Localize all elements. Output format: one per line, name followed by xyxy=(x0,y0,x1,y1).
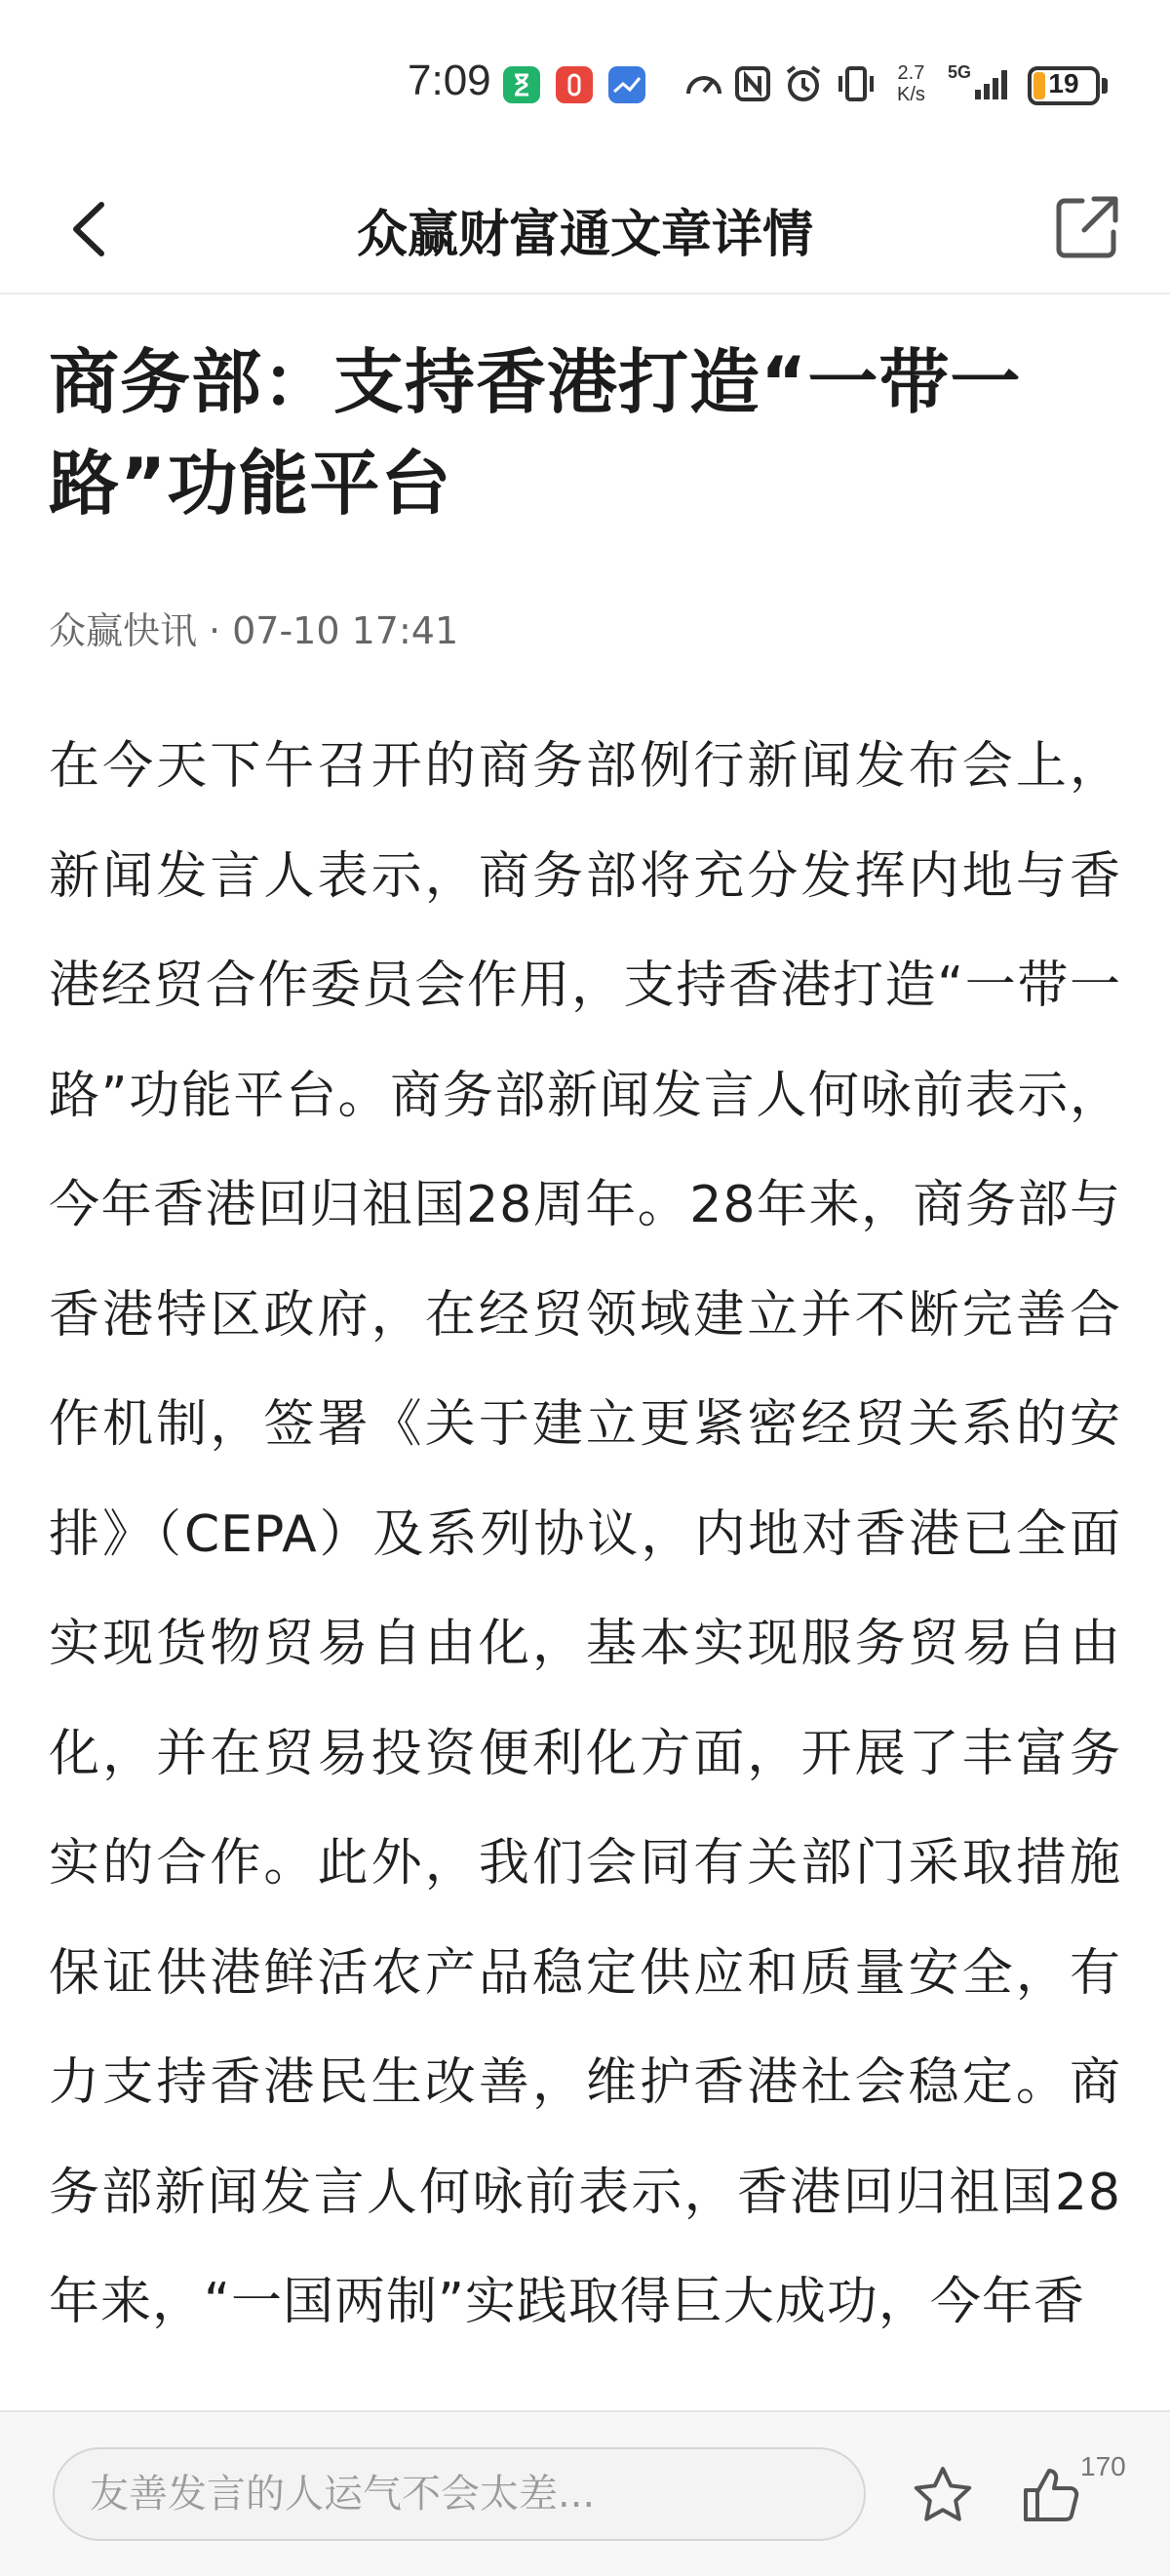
article-title: 商务部：支持香港打造“一带一路”功能平台 xyxy=(49,341,1022,525)
battery-level: 19 xyxy=(1048,68,1079,98)
app-header xyxy=(0,166,1170,294)
network-type: 5G xyxy=(948,62,972,82)
hourglass-app-icon xyxy=(503,66,540,103)
notification-app-icon xyxy=(556,66,593,103)
article-meta xyxy=(49,601,458,654)
article-time: 07-10 17:41 xyxy=(232,609,459,652)
like-count: 170 xyxy=(1080,2451,1126,2481)
map-app-icon xyxy=(608,66,645,103)
status-time: 7:09 xyxy=(408,57,491,104)
share-external-icon xyxy=(1049,189,1125,265)
nfc-icon xyxy=(733,62,772,105)
net-speed-unit: K/s xyxy=(897,84,925,105)
bottom-action-bar xyxy=(0,2410,1170,2576)
speedometer-icon xyxy=(682,62,725,105)
favorite-button[interactable] xyxy=(909,2461,977,2529)
article-source[interactable]: 众赢快讯 xyxy=(49,609,198,652)
status-bar xyxy=(0,0,1170,166)
vibrate-icon xyxy=(835,62,878,105)
network-speed xyxy=(897,62,925,105)
signal-icon xyxy=(948,62,1016,105)
article-body: 在今天下午召开的商务部例行新闻发布会上，新闻发言人表示，商务部将充分发挥内地与香港经贸合作委员会作用，支持香港打造“一带一路”功能平台。商务部新闻发言人何咏前表示，今年香港回归祖国28周年。28年来，商务部与香港特区政府，在经贸领域建立并不断完善合作机制，签署《关于建立更紧密经贸关系的安排》（CEPA）及系列协议，内地对香港已全面实现货物贸易自由化，基本实现服务贸易自由化，并在贸易投资便利化方面，开展了丰富务实的合作。此外，我们会同有关部门采取措施保证供港鲜活农产品稳定供应和质量安全，有力支持香港民生改善，维护香港社会稳定。商务部新闻发言人何咏前表示，香港回归祖国28年来，“一国两制”实践取得巨大成功，今年香 xyxy=(49,737,1121,2331)
thumbs-up-icon xyxy=(1016,2461,1084,2529)
alarm-icon xyxy=(782,62,825,105)
comment-input[interactable]: 友善发言的人运气不会太差... xyxy=(53,2447,866,2541)
battery-icon xyxy=(1028,66,1100,105)
like-button[interactable] xyxy=(1016,2461,1084,2529)
net-speed-value: 2.7 xyxy=(897,62,925,84)
star-icon xyxy=(909,2461,977,2529)
meta-separator: · xyxy=(209,609,221,652)
share-button[interactable] xyxy=(1049,189,1125,265)
page-title: 众赢财富通文章详情 xyxy=(356,206,813,264)
